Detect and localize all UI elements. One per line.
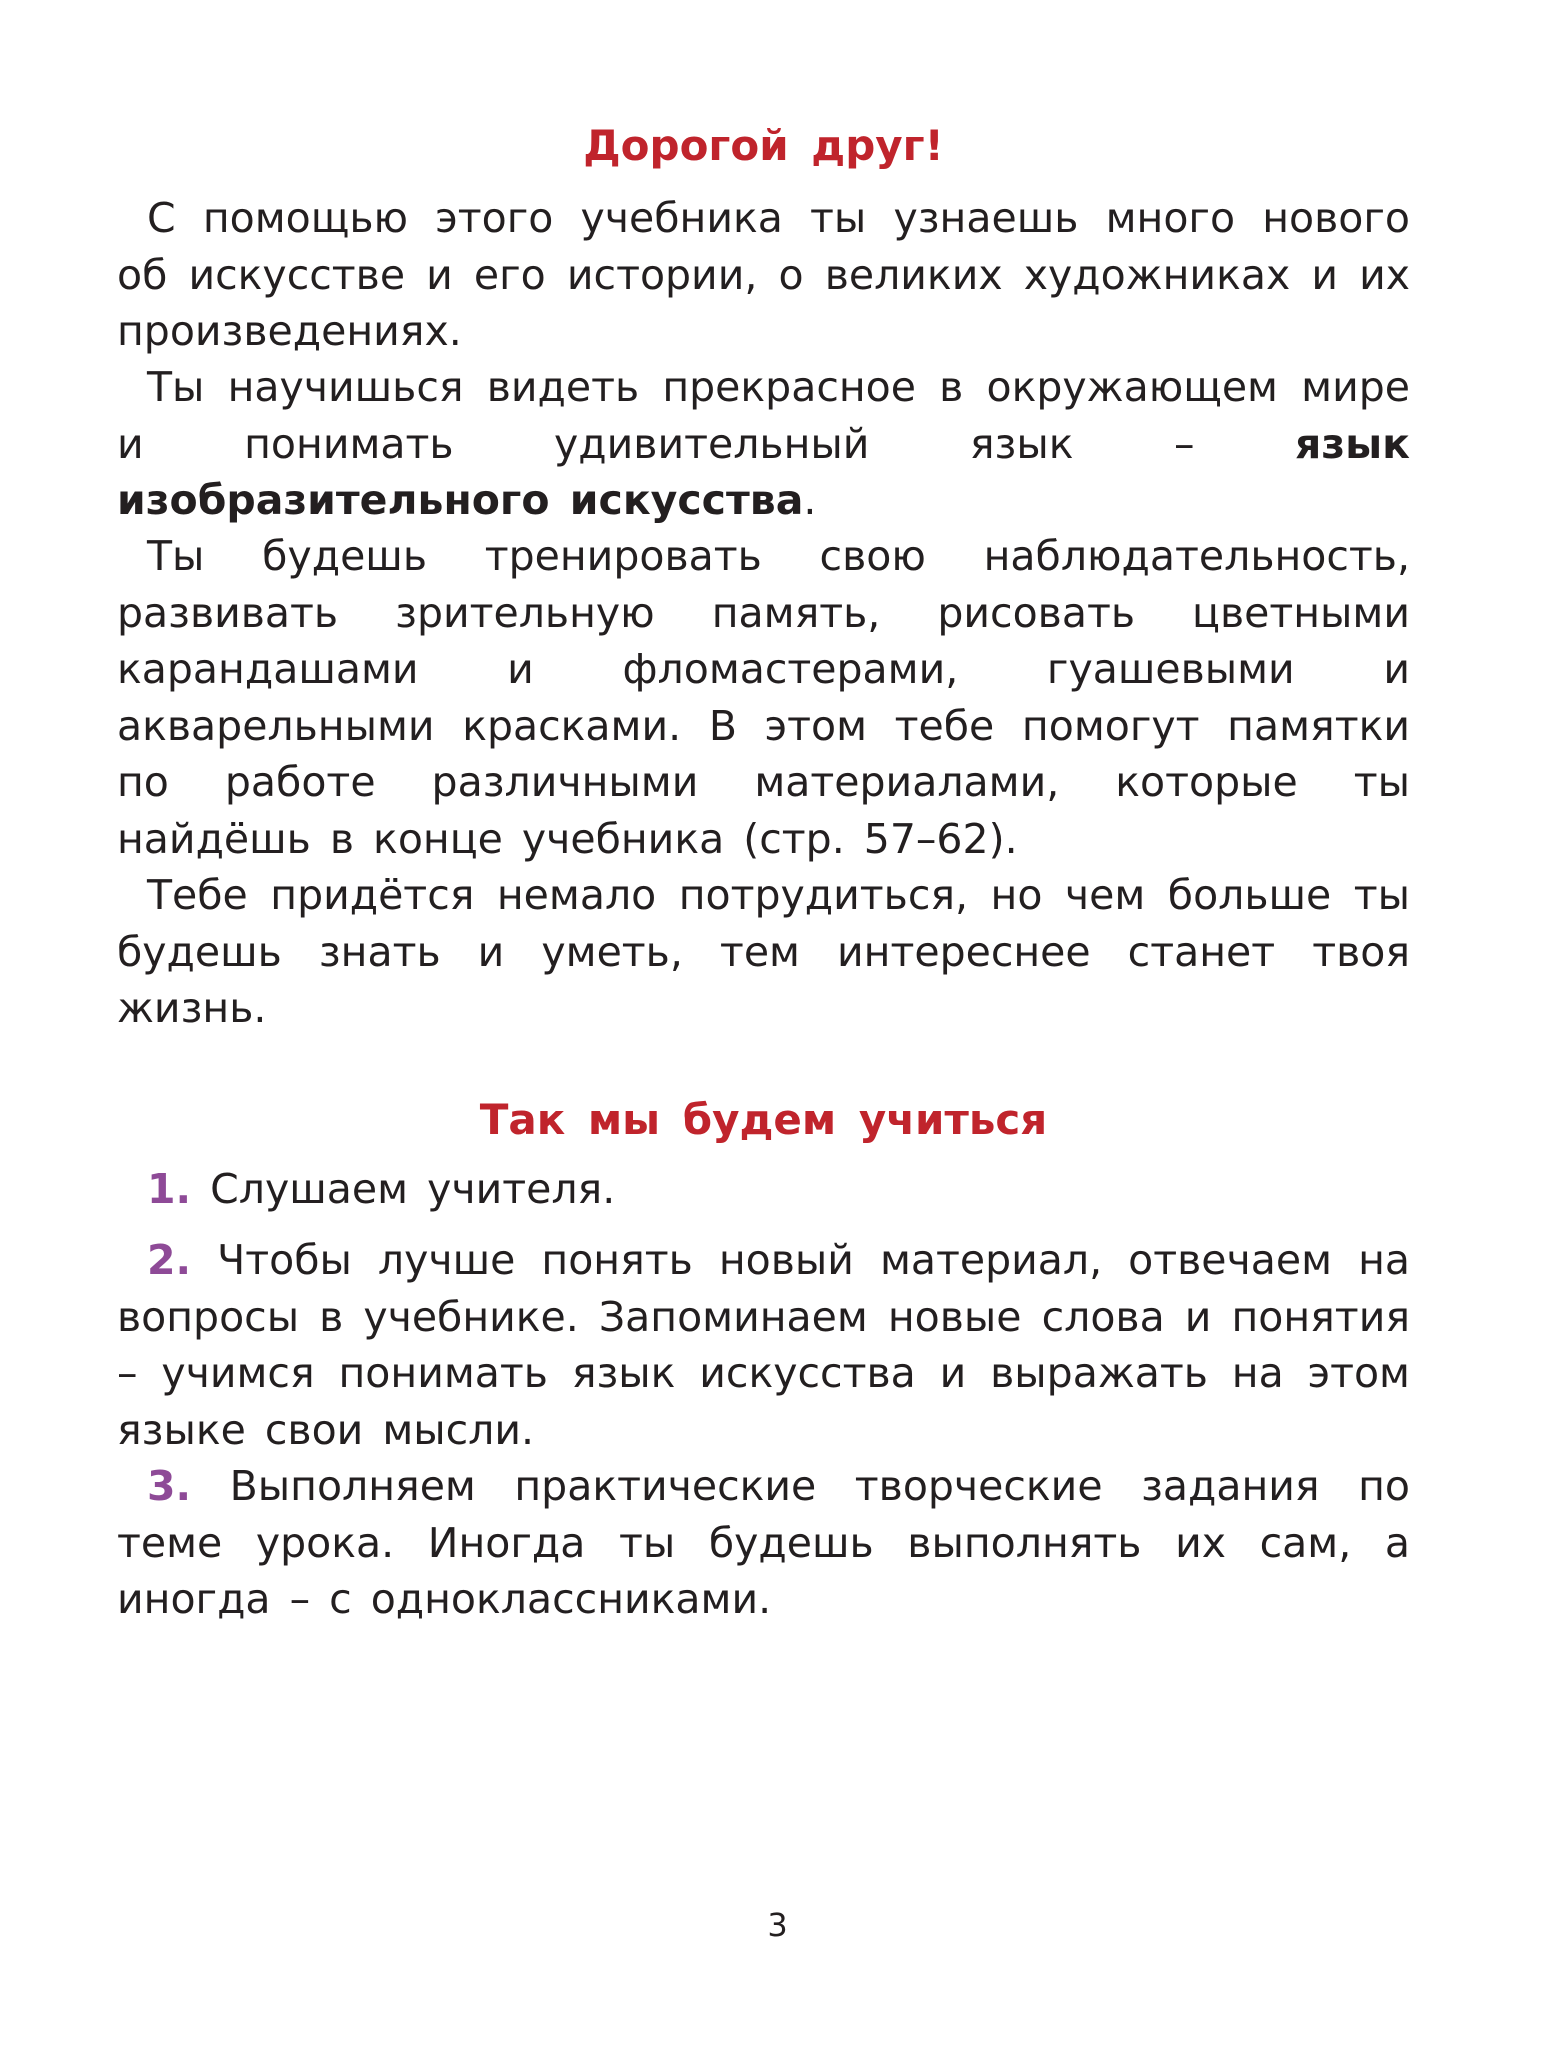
list-item-text: Чтобы лучше понять новый материал, отвечаем на вопросы в учебнике. Запоминаем новые слова и понятия – учимся понимать язык искусства и выражать на этом языке свои мысли. — [117, 1236, 1410, 1454]
list-item — [117, 1161, 1410, 1218]
list-item-text: Выполняем практические творческие задания по теме урока. Иногда ты будешь выполнять их сам, а иногда – с одноклассниками. — [117, 1462, 1410, 1623]
list-item-number: 3. — [147, 1462, 192, 1510]
list-item-text: Слушаем учителя. — [210, 1165, 616, 1213]
language-paragraph-text: Ты научишься видеть прекрасное в окружающем мире и понимать удивительный язык – — [117, 363, 1410, 468]
list-item — [117, 1458, 1410, 1628]
list-item — [117, 1232, 1410, 1458]
page-number: 3 — [767, 1906, 788, 1944]
intro-paragraph — [117, 190, 1410, 360]
language-paragraph-end: . — [803, 476, 817, 524]
intro-paragraph-text: С помощью этого учебника ты узнаешь много нового об искусстве и его истории, о великих художниках и их произведениях. — [117, 194, 1410, 355]
effort-paragraph — [117, 867, 1410, 1037]
art-language-term: язык изобразительного искусства — [117, 419, 1410, 524]
language-paragraph — [117, 359, 1410, 529]
greeting-heading: Дорогой друг! — [583, 121, 944, 170]
skills-paragraph-text: Ты будешь тренировать свою наблюдательность, развивать зрительную память, рисовать цветными карандашами и фломастерами, гуашевыми и акварельными красками. В этом тебе помогут памятки по работе различными материалами, которые ты найдёшь в конце учебника (стр. 57–62). — [117, 532, 1410, 863]
study-method-heading: Так мы будем учиться — [479, 1095, 1048, 1144]
effort-paragraph-text: Тебе придётся немало потрудиться, но чем больше ты будешь знать и уметь, тем интереснее станет твоя жизнь. — [117, 871, 1410, 1032]
list-item-number: 2. — [147, 1236, 192, 1284]
list-item-number: 1. — [147, 1165, 192, 1213]
skills-paragraph — [117, 528, 1410, 867]
